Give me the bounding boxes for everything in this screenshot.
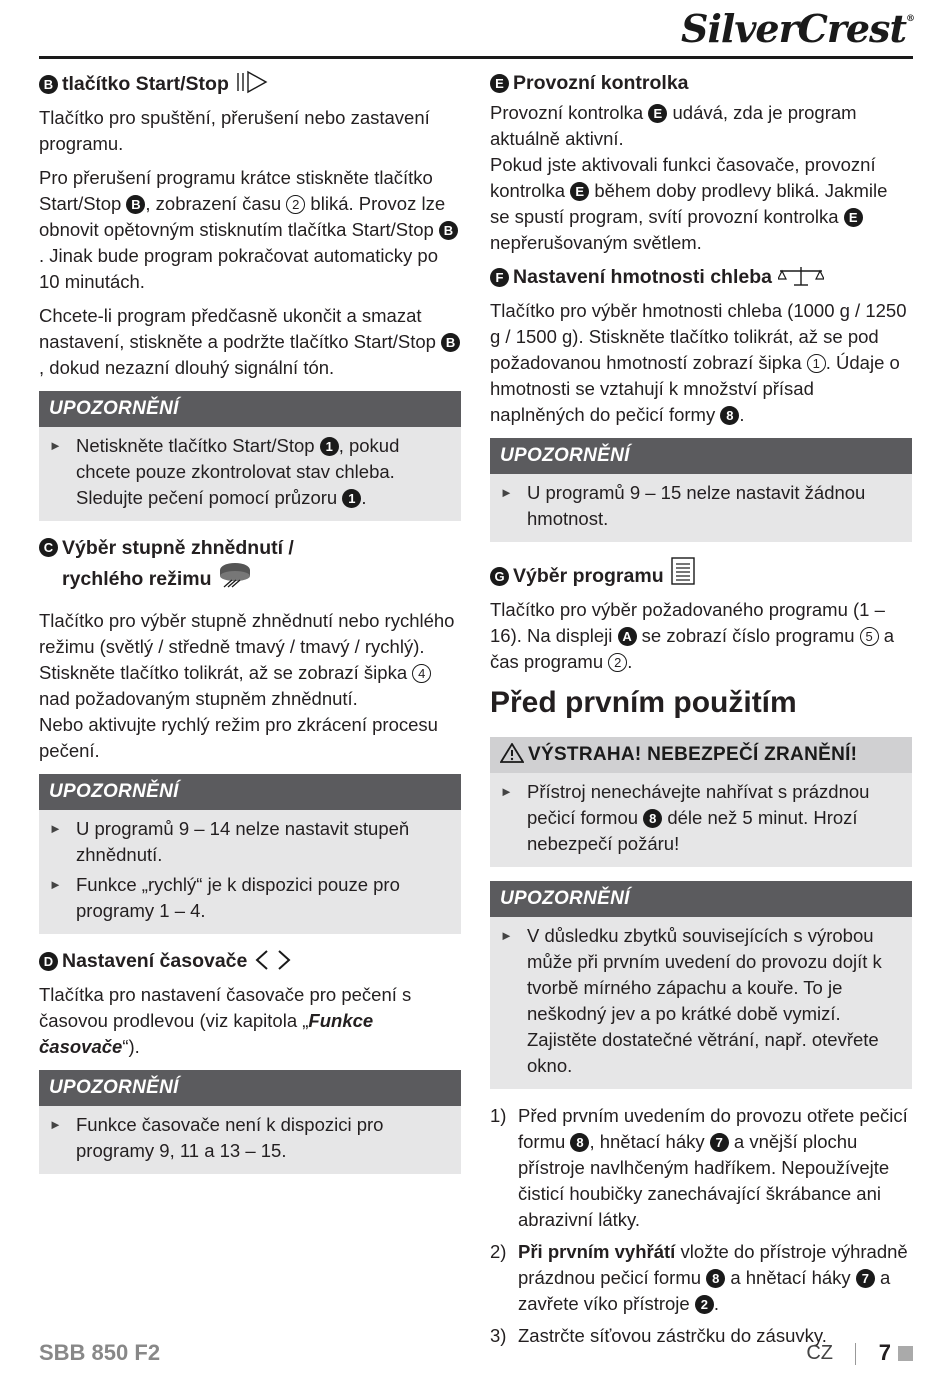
- section-e-heading: E Provozní kontrolka: [490, 70, 912, 96]
- note-header: UPOZORNĚNÍ: [490, 438, 912, 474]
- start-stop-icon: [235, 70, 269, 101]
- timer-arrows-icon: [253, 949, 293, 978]
- warning-box: [490, 737, 912, 867]
- section-g-p1: Tlačítko pro výběr požadovaného programu (1 – 16). Na displeji A se zobrazí číslo programu 5 a čas programu 2 .: [490, 599, 895, 672]
- section-e-p1: Provozní kontrolka E udává, zda je program aktuálně aktivní.: [490, 102, 857, 149]
- section-d-p1: Tlačítka pro nastavení časovače pro pečení s časovou prodlevou (viz kapitola „Funkce časovače“).: [39, 984, 412, 1057]
- note-item: ► V důsledku zbytků souvisejících s výrobou může při prvním uvedení do provozu dojít k tvorbě mírného zápachu a kouře. To je neškodný jev a po krátké době vymizí. Zajistěte dostatečné větrání, např. otevřete okno.: [500, 923, 902, 1079]
- section-e-p2: Pokud jste aktivovali funkci časovače, provozní kontrolka E během doby prodlevy bliká. Jakmile se spustí program, svítí provozní kontrolka E nepřerušovaným světlem.: [490, 154, 888, 253]
- note-box: [490, 438, 912, 542]
- note-item: ► U programů 9 – 15 nelze nastavit žádnou hmotnost.: [500, 480, 902, 532]
- page-footer: [39, 1340, 913, 1370]
- browning-icon: [218, 561, 252, 596]
- chapter-title: Před prvním použitím: [490, 686, 797, 719]
- note-header: UPOZORNĚNÍ: [39, 774, 461, 810]
- warning-header: VÝSTRAHA! NEBEZPEČÍ ZRANĚNÍ!: [490, 737, 912, 773]
- note-header: UPOZORNĚNÍ: [490, 881, 912, 917]
- steps-list: [490, 1103, 912, 1349]
- step-item: 1) Před prvním uvedením do provozu otřete pečicí formu 8 , hnětací háky 7 a vnější plochu přístroje navlhčeným hadříkem. Nepoužívejte čisticí houbičky zanechávající škrábance ani abrazivní látky.: [490, 1105, 908, 1230]
- note-header: UPOZORNĚNÍ: [39, 1070, 461, 1106]
- footer-divider: [855, 1343, 856, 1365]
- note-header: UPOZORNĚNÍ: [39, 391, 461, 427]
- section-c-p1: Tlačítko pro výběr stupně zhnědnutí nebo rychlého režimu (světlý / středně tmavý / tmavý / rychlý). Stiskněte tlačítko tolikrát, až se zobrazí šipka 4 nad požadovaným stupněm zhnědnutí.: [39, 610, 455, 709]
- warning-triangle-icon: [500, 744, 528, 765]
- note-item: ► Funkce časovače není k dispozici pro programy 9, 11 a 13 – 15.: [49, 1112, 451, 1164]
- section-f-heading: F Nastavení hmotnosti chleba: [490, 264, 912, 294]
- note-box: [490, 881, 912, 1089]
- section-b-heading: B tlačítko Start/Stop: [39, 70, 461, 101]
- section-d-heading: D Nastavení časovače: [39, 948, 461, 978]
- page-marker: [898, 1346, 913, 1361]
- model-number: SBB 850 F2: [39, 1340, 161, 1365]
- brand-logo: SilverCrest®: [681, 6, 914, 51]
- section-g-heading: G Výběr programu: [490, 556, 912, 593]
- section-b-p3: Chcete-li program předčasně ukončit a smazat nastavení, stiskněte a podržte tlačítko Start/Stop B, dokud nezazní dlouhý signální tón.: [39, 303, 461, 381]
- header-rule: [39, 56, 913, 59]
- section-f-p1: Tlačítko pro výběr hmotnosti chleba (1000 g / 1250 g / 1500 g). Stiskněte tlačítko tolikrát, až se pod požadovanou hmotností zobrazí šipka 1 . Údaje o hmotnosti se vztahují k množství přísad naplněných do pečicí formy 8 .: [490, 300, 907, 425]
- left-column: [39, 70, 461, 1188]
- right-column: [490, 70, 912, 1355]
- note-box: [39, 391, 461, 521]
- section-b-p2: Pro přerušení programu krátce stiskněte tlačítko Start/Stop B , zobrazení času 2 bliká. Provoz lze obnovit opětovným stisknutím tlačítka Start/Stop B. Jinak bude program pokračovat automaticky po 10 minutách.: [39, 165, 461, 295]
- warning-item: ► Přístroj nenechávejte nahřívat s prázdnou pečicí formou 8 déle než 5 minut. Hrozí nebezpečí požáru!: [500, 779, 902, 857]
- note-item: ► Funkce „rychlý“ je k dispozici pouze pro programy 1 – 4.: [49, 872, 451, 924]
- section-c-p2: Nebo aktivujte rychlý režim pro zkrácení procesu pečení.: [39, 714, 438, 761]
- note-box: [39, 1070, 461, 1174]
- page-number: 7: [878, 1340, 891, 1365]
- step-item: 3) Zastrčte síťovou zástrčku do zásuvky.: [490, 1325, 827, 1346]
- step-item: 2) Při prvním vyhřátí vložte do přístroje výhradně prázdnou pečicí formu 8 a hnětací háky 7 a zavřete víko přístroje 2 .: [490, 1241, 908, 1314]
- note-box: [39, 774, 461, 934]
- note-item: ► Netiskněte tlačítko Start/Stop 1 , pokud chcete pouze zkontrolovat stav chleba. Sledujte pečení pomocí průzoru 1 .: [49, 433, 451, 511]
- program-list-icon: [670, 556, 696, 593]
- language-code: CZ: [806, 1342, 833, 1364]
- section-c-heading: C Výběr stupně zhnědnutí / rychlého režimu: [39, 535, 461, 596]
- scale-icon: [778, 265, 824, 294]
- section-b-p1: Tlačítko pro spuštění, přerušení nebo zastavení programu.: [39, 107, 430, 154]
- note-item: ► U programů 9 – 14 nelze nastavit stupeň zhnědnutí.: [49, 816, 451, 868]
